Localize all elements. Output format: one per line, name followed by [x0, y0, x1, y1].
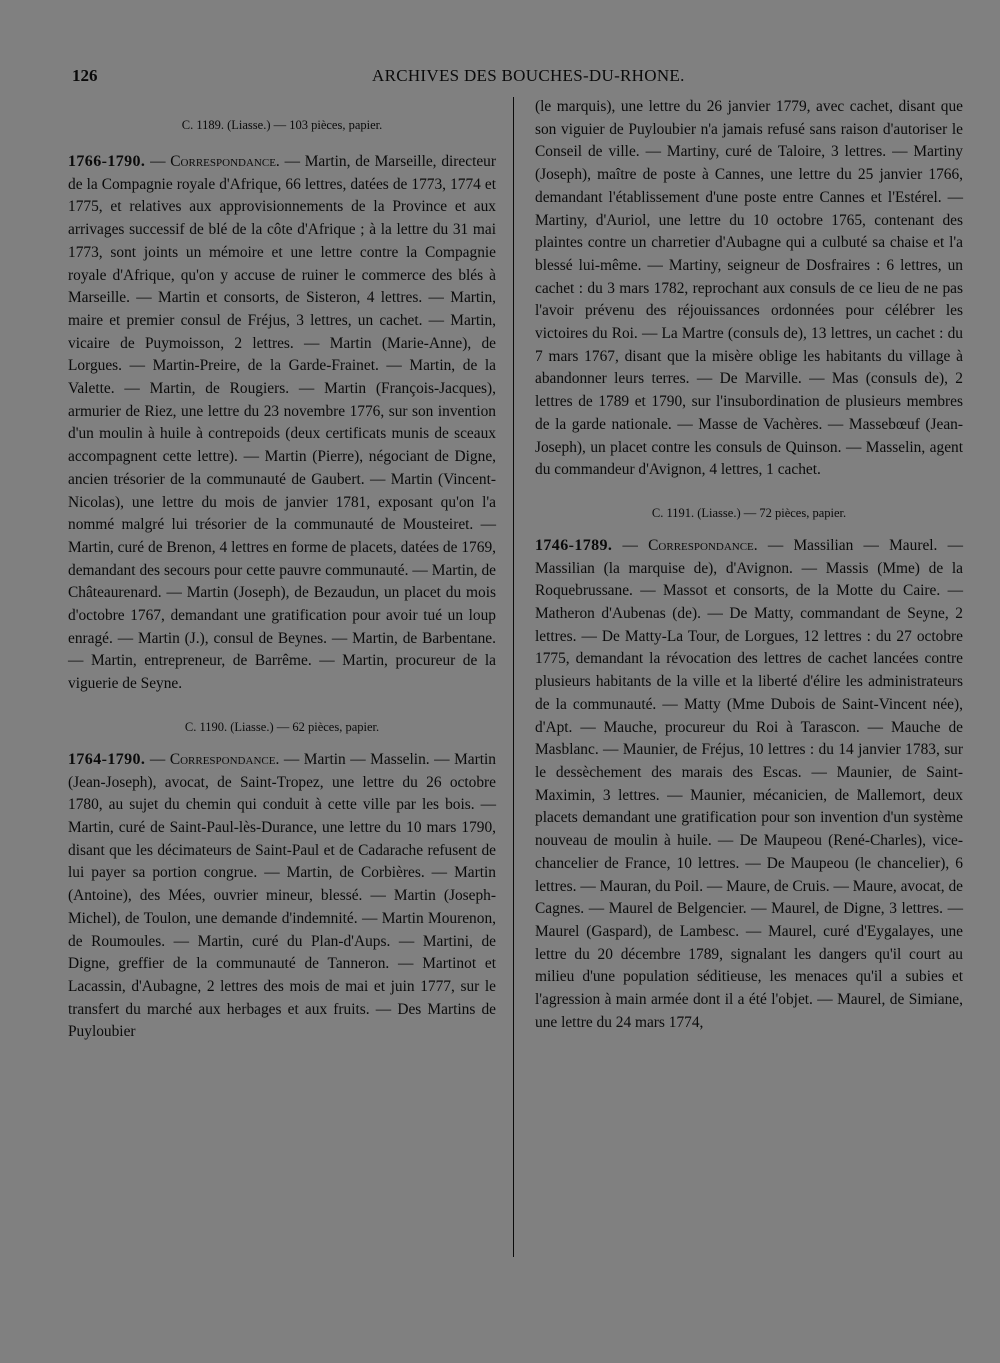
entry-paragraph: 1766-1790. — Correspondance. — Martin, de Marseille, directeur de la Compagnie royale d'Afrique, 66 lettres, datées de 1773, 1774 et 1775, et relatives aux approvisionnements de la Province et aux arrivages successif de blé de la côte d'Afrique ; à la lettre du 31 mai 1773, sont joints un mémoire et une lettre contre la Compagnie royale d'Afrique, qu'on y accuse de ruiner le commerce des blés à Marseille. — Martin et consorts, de Sisteron, 4 lettres. — Martin, maire et premier consul de Fréjus, 3 lettres, un cachet. — Martin, vicaire de Puymoisson, 2 lettres. — Martin (Marie-Anne), de Lorgues. — Martin-Preire, de la Garde-Frainet. — Martin, de la Valette. — Martin, de Rougiers. — Martin (François-Jacques), armurier de Riez, une lettre du 23 novembre 1776, sur son invention d'un moulin à huile à contrepoids (deux certificats munis de sceaux accompagnent cette lettre). — Martin (Pierre), négociant de Digne, ancien trésorier de la communauté de Gaubert. — Martin (Vincent-Nicolas), une lettre du mois de janvier 1781, exposant qu'on l'a nommé malgré lui trésorier de la communauté de Mousteiret. — Martin, curé de Brenon, 4 lettres en forme de placets, datées de 1769, demandant des secours pour cette pauvre communauté. — Martin, de Châteaurenard. — Martin (Joseph), de Bezaudun, un placet du mois d'octobre 1767, demandant une gratification pour avoir tué un loup enragé. — Martin (J.), consul de Beynes. — Martin, de Barbentane. — Martin, entrepreneur, de Barrême. — Martin, procureur de la viguerie de Seyne.: [68, 153, 497, 693]
running-head: ARCHIVES DES BOUCHES-DU-RHONE.: [372, 66, 685, 85]
entry-dates: 1746-1789.: [535, 536, 613, 554]
cote-line: C. 1189. (Liasse.) — 103 pièces, papier.: [181, 118, 383, 132]
entry-heading: Correspondance.: [169, 750, 280, 768]
entry-paragraph: 1746-1789. — Correspondance. — Massilian — Maurel. — Massilian (la marquise de), d'Avignon. — Massis (Mme) de la Roquebrussane. — Massot et consorts, de la Motte du Caire. — Matheron d'Aubenas (de). — De Matty, commandant de Seyne, 2 lettres. — De Matty-La Tour, de Lorgues, 12 lettres : du 27 octobre 1775, demandant la révocation des lettres de cachet lancées contre plusieurs habitants de la ville et la liberté d'élire les administrateurs de la communauté. — Matty (Mme Dubois de Saint-Vincent née), d'Apt. — Mauche, procureur du Roi à Tarascon. — Mauche de Masblanc. — Maunier, de Fréjus, 10 lettres : du 14 janvier 1783, sur le dessèchement des marais des Escas. — Maunier, de Saint-Maximin, 3 lettres. — Maunier, mécanicien, de Mallemort, deux placets demandant une gratification pour son invention d'un système nouveau de moulin à huile. — De Maupeou (René-Charles), vice-chancelier de France, 10 lettres. — De Maupeou (le chancelier), 6 lettres. — Mauran, du Poil. — Maure, de Cruis. — Maure, avocat, de Cagnes. — Maurel de Belgencier. — Maurel, de Digne, 3 lettres. — Maurel (Gaspard), de Lambesc. — Maurel, curé d'Eygalayes, une lettre du 20 décembre 1789, signalant les dangers qu'il court au milieu d'une population séditieuse, les menaces qu'il a subies et l'agression à main armée dont il a été l'objet. — Maurel, de Simiane, une lettre du 24 mars 1774,: [535, 536, 964, 1031]
entry-text: — Massilian — Maurel. — Massilian (la marquise de), d'Avignon. — Massis (Mme) de la Roquebrussane. — Massot et consorts, de la Motte du Caire. — Matheron d'Aubenas (de). — De Matty, commandant de Seyne, 2 lettres. — De Matty-La Tour, de Lorgues, 12 lettres : du 27 octobre 1775, demandant la révocation des lettres de cachet lancées contre plusieurs habitants de la ville et la liberté d'élire les administrateurs de la communauté. — Matty (Mme Dubois de Saint-Vincent née), d'Apt. — Mauche, procureur du Roi à Tarascon. — Mauche de Masblanc. — Maunier, de Fréjus, 10 lettres : du 14 janvier 1783, sur le dessèchement des marais des Escas. — Maunier, de Saint-Maximin, 3 lettres. — Maunier, mécanicien, de Mallemort, deux placets demandant une gratification pour son invention d'un système nouveau de moulin à huile. — De Maupeou (René-Charles), vice-chancelier de France, 10 lettres. — De Maupeou (le chancelier), 6 lettres. — Mauran, du Poil. — Maure, de Cruis. — Maure, avocat, de Cagnes. — Maurel de Belgencier. — Maurel, de Digne, 3 lettres. — Maurel (Gaspard), de Lambesc. — Maurel, curé d'Eygalayes, une lettre du 20 décembre 1789, signalant les dangers qu'il court au milieu d'une population séditieuse, les menaces qu'il a subies et l'agression à main armée dont il a été l'objet. — Maurel, de Simiane, une lettre du 24 mars 1774,: [535, 536, 964, 1031]
cote-line: C. 1191. (Liasse.) — 72 pièces, papier.: [651, 505, 847, 520]
right-column: [535, 96, 963, 1034]
entry-dates: 1764-1790.: [68, 750, 146, 768]
entry-heading: Correspondance.: [170, 153, 280, 170]
entry-text: — Martin, de Marseille, directeur de la Compagnie royale d'Afrique, 66 lettres, datées de 1773, 1774 et 1775, et relatives aux approvisionnements de la Province et aux arrivages successif de blé de la côte d'Afrique ; à la lettre du 31 mai 1773, sont joints un mémoire et une lettre contre la Compagnie royale d'Afrique, qu'on y accuse de ruiner le commerce des blés à Marseille. — Martin et consorts, de Sisteron, 4 lettres. — Martin, maire et premier consul de Fréjus, 3 lettres, un cachet. — Martin, vicaire de Puymoisson, 2 lettres. — Martin (Marie-Anne), de Lorgues. — Martin-Preire, de la Garde-Frainet. — Martin, de la Valette. — Martin, de Rougiers. — Martin (François-Jacques), armurier de Riez, une lettre du 23 novembre 1776, sur son invention d'un moulin à huile à contrepoids (deux certificats munis de sceaux accompagnent cette lettre). — Martin (Pierre), négociant de Digne, ancien trésorier de la communauté de Gaubert. — Martin (Vincent-Nicolas), une lettre du mois de janvier 1781, exposant qu'on l'a nommé malgré lui trésorier de la communauté de Mousteiret. — Martin, curé de Brenon, 4 lettres en forme de placets, datées de 1769, demandant des secours pour cette pauvre communauté. — Martin, de Châteaurenard. — Martin (Joseph), de Bezaudun, un placet du mois d'octobre 1767, demandant une gratification pour avoir tué un loup enragé. — Martin (J.), consul de Beynes. — Martin, de Barbentane. — Martin, entrepreneur, de Barrême. — Martin, procureur de la viguerie de Seyne.: [68, 153, 497, 693]
cote-line: C. 1190. (Liasse.) — 62 pièces, papier.: [184, 719, 380, 734]
entry-dates: 1766-1790.: [68, 153, 146, 170]
page-number: 126: [72, 66, 98, 85]
left-column: [68, 96, 496, 1044]
entry-text: — Martin — Masselin. — Martin (Jean-Joseph), avocat, de Saint-Tropez, une lettre du 26 octobre 1780, au sujet du chemin qui conduit à cette ville par les bois. — Martin, curé de Saint-Paul-lès-Durance, une lettre du 10 mars 1790, disant que les décimateurs de Saint-Paul et de Cadarache refusent de lui payer sa portion congrue. — Martin, de Corbières. — Martin (Antoine), des Mées, ouvrier mineur, blessé. — Martin (Joseph-Michel), de Toulon, une demande d'indemnité. — Martin Mourenon, de Roumoules. — Martin, curé du Plan-d'Aups. — Martini, de Digne, greffier de la communauté de Tanneron. — Martinot et Lacassin, d'Aubagne, 2 lettres des mois de mai et juin 1777, sur le transfert du marché aux herbages et aux fruits. — Des Martins de Puyloubier: [68, 750, 496, 1041]
entry-paragraph-continued: (le marquis), une lettre du 26 janvier 1779, avec cachet, disant que son viguier de Puyloubier n'a jamais refusé sans raison d'autoriser le Conseil de ville. — Martiny, curé de Taloire, 3 lettres. — Martiny (Joseph), maître de poste à Cannes, une lettre du 25 janvier 1766, demandant l'établissement d'une poste entre Cannes et l'Estérel. — Martiny, d'Auriol, une lettre du 10 octobre 1765, contenant des plaintes contre un charretier d'Aubagne qui a culbuté sa chaise et l'a blessé lui-même. — Martiny, seigneur de Dosfraires : 6 lettres, un cachet : du 3 mars 1782, reprochant aux consuls de ce lieu de ne pas l'avoir prévenu des réjouissances ordonnées pour célébrer les victoires du Roi. — La Martre (consuls de), 13 lettres, un cachet : du 7 mars 1767, disant que la misère oblige les habitants du village à abandonner leurs terres. — De Marville. — Mas (consuls de), 2 lettres de 1789 et 1790, sur l'insubordination de plusieurs membres de la garde nationale. — Masse de Vachères. — Massebœuf (Jean-Joseph), un placet contre les consuls de Quinson. — Masselin, agent du commandeur d'Avignon, 4 lettres, 1 cachet.: [535, 98, 963, 479]
entry-heading: Correspondance.: [648, 536, 758, 554]
entry-paragraph: 1764-1790. — Correspondance. — Martin — Masselin. — Martin (Jean-Joseph), avocat, de Saint-Tropez, une lettre du 26 octobre 1780, au sujet du chemin qui conduit à cette ville par les bois. — Martin, curé de Saint-Paul-lès-Durance, une lettre du 10 mars 1790, disant que les décimateurs de Saint-Paul et de Cadarache refusent de lui payer sa portion congrue. — Martin, de Corbières. — Martin (Antoine), des Mées, ouvrier mineur, blessé. — Martin (Joseph-Michel), de Toulon, une demande d'indemnité. — Martin Mourenon, de Roumoules. — Martin, curé du Plan-d'Aups. — Martini, de Digne, greffier de la communauté de Tanneron. — Martinot et Lacassin, d'Aubagne, 2 lettres des mois de mai et juin 1777, sur le transfert du marché aux herbages et aux fruits. — Des Martins de Puyloubier: [68, 750, 496, 1041]
column-divider: [513, 97, 514, 1257]
